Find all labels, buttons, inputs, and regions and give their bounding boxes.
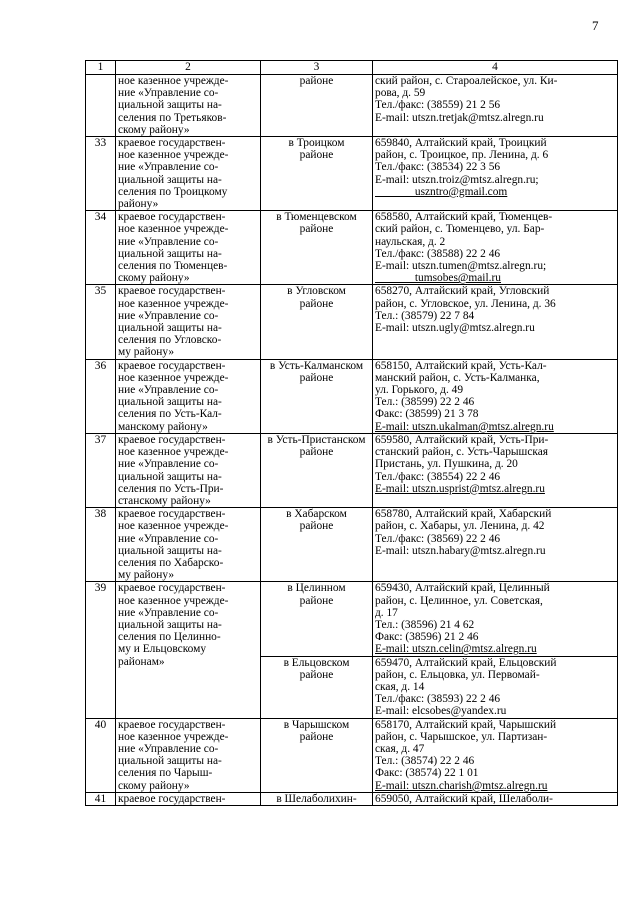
institution-line: ние «Управление со- — [118, 532, 219, 545]
address-line: 658150, Алтайский край, Усть-Кал- — [375, 359, 547, 372]
district-line: в Чарышском — [283, 718, 350, 731]
institution-line: циальной защиты на- — [118, 544, 222, 557]
table-row — [86, 137, 618, 211]
institution-line: краевое государствен- — [118, 582, 226, 595]
address-cell — [373, 433, 618, 507]
address-line: E-mail: utszn.ukalman@mtsz.alregn.ru — [375, 420, 554, 433]
address-line: E-mail: utszn.habary@mtsz.alregn.ru — [375, 544, 546, 557]
row-number: 39 — [86, 582, 116, 718]
address-line: 658580, Алтайский край, Тюменцев- — [375, 211, 553, 224]
institution-cell — [116, 433, 261, 507]
institution-cell — [116, 137, 261, 211]
address-line: рова, д. 59 — [375, 87, 426, 100]
column-header-1: 1 — [86, 61, 116, 75]
institution-line: ное казенное учрежде- — [118, 594, 229, 607]
district-cell — [261, 508, 373, 582]
institution-line: селения по Усть-Кал- — [118, 408, 222, 421]
address-line: манский район, с. Усть-Калманка, — [375, 371, 540, 384]
address-line: 658170, Алтайский край, Чарышский — [375, 718, 557, 731]
institution-line: циальной защиты на- — [118, 173, 222, 186]
address-cell — [373, 359, 618, 433]
institution-line: циальной защиты на- — [118, 322, 222, 335]
institution-line: районам» — [118, 655, 165, 668]
institution-line: манскому району» — [118, 420, 208, 433]
institution-line: циальной защиты на- — [118, 470, 222, 483]
institution-line: краевое государствен- — [118, 359, 226, 372]
institution-line: ние «Управление со- — [118, 606, 219, 619]
institution-cell — [116, 792, 261, 805]
district-line: районе — [299, 668, 334, 681]
institution-line: району» — [118, 198, 159, 211]
address-cell — [373, 211, 618, 285]
column-header-4: 4 — [373, 61, 618, 75]
address-line: Тел.: (38596) 21 4 62 — [375, 618, 475, 631]
address-line: Тел.: (38579) 22 7 84 — [375, 309, 475, 322]
institution-line: селения по Целинно- — [118, 631, 221, 644]
institution-line: ние «Управление со- — [118, 384, 219, 397]
table-row — [86, 508, 618, 582]
address-line: ский район, с. Тюменцево, ул. Бар- — [375, 223, 545, 236]
table-row — [86, 718, 618, 792]
address-line: 659050, Алтайский край, Шелаболи- — [375, 792, 553, 805]
address-line: E-mail: elcsobes@yandex.ru — [375, 705, 507, 718]
column-header-2: 2 — [116, 61, 261, 75]
district-line: районе — [299, 297, 334, 310]
institution-line: селения по Усть-При- — [118, 482, 224, 495]
institution-line: циальной защиты на- — [118, 396, 222, 409]
address-cell — [373, 285, 618, 359]
header-row — [86, 61, 618, 75]
address-line: ский район, с. Староалейское, ул. Ки- — [375, 75, 558, 87]
address-line: Пристань, ул. Пушкина, д. 20 — [375, 458, 518, 471]
institution-line: краевое государствен- — [118, 433, 226, 446]
registry-table — [85, 60, 618, 806]
address-line: E-mail: utszn.tumen@mtsz.alregn.ru; — [375, 260, 547, 273]
district-line: районе — [299, 75, 334, 87]
address-line: Тел./факс: (38534) 22 3 56 — [375, 161, 501, 174]
institution-line: ное казенное учрежде- — [118, 149, 229, 162]
address-line: Тел.: (38574) 22 2 46 — [375, 755, 475, 768]
district-line: в Ельцовском — [283, 656, 350, 669]
institution-line: краевое государствен- — [118, 137, 226, 150]
table-row — [86, 792, 618, 805]
row-number: 38 — [86, 508, 116, 582]
institution-cell — [116, 359, 261, 433]
page-number: 7 — [592, 18, 599, 33]
district-line: в Шелаболихин- — [276, 792, 357, 805]
district-line: в Тюменцевском — [276, 211, 357, 224]
address-line: Тел./факс: (38588) 22 2 46 — [375, 247, 501, 260]
address-line: E-mail: utszn.troiz@mtsz.alregn.ru; — [375, 173, 539, 186]
address-line: станский район, с. Усть-Чарышская — [375, 446, 549, 459]
address-line: ская, д. 47 — [375, 742, 425, 755]
district-line: в Усть-Пристанском — [267, 433, 366, 446]
district-line: районе — [299, 730, 334, 743]
row-number: 34 — [86, 211, 116, 285]
institution-line: селения по Угловско- — [118, 334, 222, 347]
institution-cell — [116, 718, 261, 792]
address-line: 658780, Алтайский край, Хабарский — [375, 508, 552, 521]
district-cell — [261, 792, 373, 805]
institution-line: скому району» — [118, 123, 190, 136]
district-cell — [261, 285, 373, 359]
institution-line: ние «Управление со- — [118, 161, 219, 174]
address-cell — [373, 137, 618, 211]
institution-cell — [116, 211, 261, 285]
institution-line: ние «Управление со- — [118, 235, 219, 248]
address-line: Факс: (38574) 22 1 01 — [375, 767, 479, 780]
institution-line: краевое государствен- — [118, 718, 226, 731]
table-row — [86, 75, 618, 137]
district-cell — [261, 211, 373, 285]
district-line: районе — [299, 371, 334, 384]
address-line: E-mail: utszn.charish@mtsz.alregn.ru — [375, 779, 548, 792]
institution-line: ное казенное учрежде- — [118, 297, 229, 310]
institution-line: циальной защиты на- — [118, 618, 222, 631]
district-line: в Целинном — [287, 582, 346, 595]
row-number: 37 — [86, 433, 116, 507]
institution-line: краевое государствен- — [118, 211, 226, 224]
institution-line: ние «Управление со- — [118, 309, 219, 322]
row-number: 35 — [86, 285, 116, 359]
institution-line: краевое государствен- — [118, 508, 226, 521]
address-line: 658270, Алтайский край, Угловский — [375, 285, 550, 298]
district-line: районе — [299, 446, 334, 459]
column-header-3: 3 — [261, 61, 373, 75]
address-line: uszntro@gmail.com — [375, 185, 508, 198]
address-line: район, с. Ельцовка, ул. Первомай- — [375, 668, 540, 681]
institution-line: ное казенное учрежде- — [118, 371, 229, 384]
address-line: E-mail: utszn.celin@mtsz.alregn.ru — [375, 643, 537, 656]
row-number: 36 — [86, 359, 116, 433]
address-line: район, с. Чарышское, ул. Партизан- — [375, 730, 548, 743]
address-line: ская, д. 14 — [375, 680, 425, 693]
table-row — [86, 285, 618, 359]
table-body — [86, 75, 618, 806]
address-line: 659470, Алтайский край, Ельцовский — [375, 656, 557, 669]
address-cell — [373, 582, 618, 656]
address-line: Тел./факс: (38569) 22 2 46 — [375, 532, 501, 545]
table-row — [86, 211, 618, 285]
address-line: д. 17 — [375, 606, 398, 619]
address-line: район, с. Целинное, ул. Советская, — [375, 594, 543, 607]
institution-line: ние «Управление со- — [118, 458, 219, 471]
row-number: 33 — [86, 137, 116, 211]
table-row — [86, 582, 618, 656]
district-cell — [261, 359, 373, 433]
institution-line: скому району» — [118, 779, 190, 792]
address-line: E-mail: utszn.tretjak@mtsz.alregn.ru — [375, 111, 544, 124]
institution-line: циальной защиты на- — [118, 247, 222, 260]
institution-cell — [116, 582, 261, 718]
institution-line: селения по Чарыш- — [118, 767, 213, 780]
address-line: E-mail: utszn.usprist@mtsz.alregn.ru — [375, 482, 545, 495]
institution-line: скому району» — [118, 272, 190, 285]
address-line: ул. Горького, д. 49 — [375, 384, 464, 397]
institution-line: краевое государствен- — [118, 285, 226, 298]
institution-line: ное казенное учрежде- — [118, 223, 229, 236]
address-line: район, с. Троицкое, пр. Ленина, д. 6 — [375, 149, 549, 162]
address-line: Тел./факс: (38559) 21 2 56 — [375, 99, 501, 112]
institution-line: ное казенное учрежде- — [118, 730, 229, 743]
institution-cell — [116, 285, 261, 359]
address-cell — [373, 508, 618, 582]
district-line: в Угловском — [287, 285, 346, 298]
district-line: районе — [299, 223, 334, 236]
institution-line: ное казенное учрежде- — [118, 75, 229, 87]
address-cell — [373, 75, 618, 137]
address-line: Тел./факс: (38554) 22 2 46 — [375, 470, 501, 483]
address-cell — [373, 718, 618, 792]
address-line: район, с. Хабары, ул. Ленина, д. 42 — [375, 520, 545, 533]
address-cell — [373, 792, 618, 805]
institution-line: циальной защиты на- — [118, 755, 222, 768]
institution-cell — [116, 508, 261, 582]
district-line: районе — [299, 594, 334, 607]
row-number — [86, 75, 116, 137]
address-line: 659580, Алтайский край, Усть-При- — [375, 433, 549, 446]
district-line: районе — [299, 520, 334, 533]
address-cell — [373, 656, 618, 718]
institution-line: селения по Тюменцев- — [118, 260, 228, 273]
institution-line: краевое государствен- — [118, 792, 226, 805]
address-line: Тел.: (38599) 22 2 46 — [375, 396, 475, 409]
address-line: 659840, Алтайский край, Троицкий — [375, 137, 547, 150]
institution-line: ние «Управление со- — [118, 87, 219, 100]
table-header — [86, 61, 618, 75]
institution-line: ние «Управление со- — [118, 742, 219, 755]
institution-line: селения по Хабарско- — [118, 556, 224, 569]
institution-line: селения по Третьяков- — [118, 111, 227, 124]
district-cell — [261, 718, 373, 792]
district-line: в Хабарском — [286, 508, 347, 521]
district-line: в Троицком — [288, 137, 345, 150]
address-line: E-mail: utszn.ugly@mtsz.alregn.ru — [375, 322, 535, 335]
institution-line: му району» — [118, 346, 175, 359]
address-line: район, с. Угловское, ул. Ленина, д. 36 — [375, 297, 556, 310]
address-line: tumsobes@mail.ru — [375, 272, 501, 285]
district-line: районе — [299, 149, 334, 162]
institution-line: станскому району» — [118, 494, 211, 507]
district-cell — [261, 433, 373, 507]
address-line: Факс: (38599) 21 3 78 — [375, 408, 479, 421]
institution-cell — [116, 75, 261, 137]
institution-line: ное казенное учрежде- — [118, 520, 229, 533]
institution-line: му району» — [118, 569, 175, 582]
district-cell — [261, 582, 373, 656]
institution-line: му и Ельцовскому — [118, 643, 207, 656]
district-cell — [261, 137, 373, 211]
address-line: Тел./факс: (38593) 22 2 46 — [375, 693, 501, 706]
table-row — [86, 359, 618, 433]
district-line: в Усть-Калманском — [269, 359, 364, 372]
row-number: 41 — [86, 792, 116, 805]
address-line: 659430, Алтайский край, Целинный — [375, 582, 550, 595]
address-line: Факс: (38596) 21 2 46 — [375, 631, 479, 644]
institution-line: ное казенное учрежде- — [118, 446, 229, 459]
institution-line: селения по Троицкому — [118, 185, 228, 198]
table-row — [86, 433, 618, 507]
row-number: 40 — [86, 718, 116, 792]
district-cell — [261, 656, 373, 718]
institution-line: циальной защиты на- — [118, 99, 222, 112]
address-line: наульская, д. 2 — [375, 235, 446, 248]
district-cell — [261, 75, 373, 137]
